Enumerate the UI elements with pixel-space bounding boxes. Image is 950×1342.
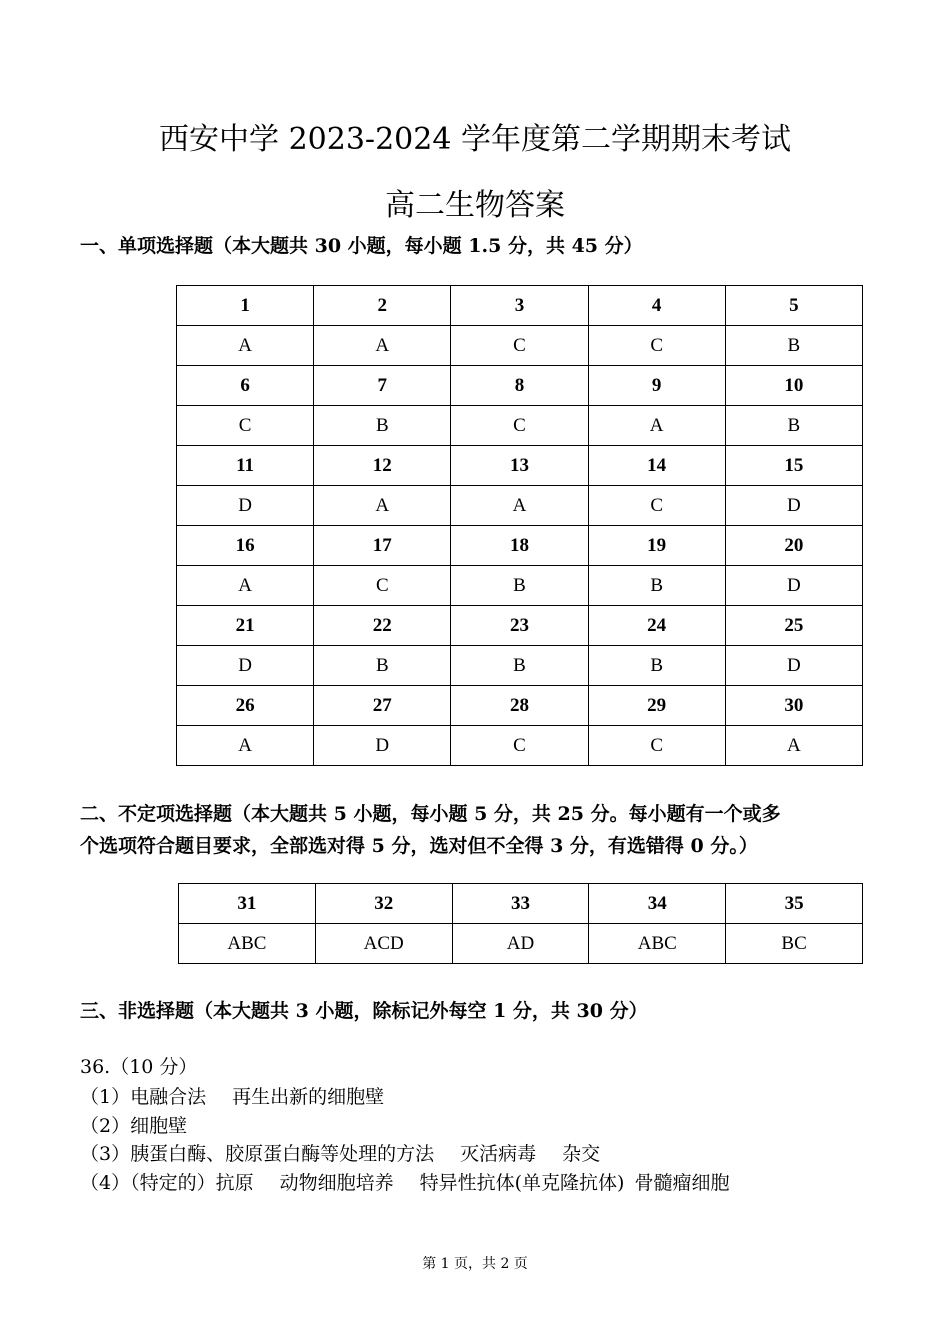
answer-cell: B	[588, 646, 725, 686]
question-number: 25	[725, 606, 862, 646]
answer-text: 特异性抗体(单克隆抗体)	[419, 1172, 625, 1194]
question-number: 7	[314, 366, 451, 406]
answer-cell: A	[314, 486, 451, 526]
answer-cell: A	[725, 726, 862, 766]
answer-cell: B	[725, 406, 862, 446]
answer-cell: C	[451, 326, 588, 366]
section1-heading: 一、单项选择题（本大题共 30 小题，每小题 1.5 分，共 45 分）	[80, 235, 643, 257]
table-row-numbers	[177, 606, 863, 646]
answer-cell: C	[177, 406, 314, 446]
answer-text: （特定的）抗原	[130, 1172, 254, 1194]
question-number: 10	[725, 366, 862, 406]
question-number: 5	[725, 286, 862, 326]
q36-part-2	[80, 1111, 187, 1138]
answer-cell: B	[725, 326, 862, 366]
answer-cell: C	[588, 486, 725, 526]
table-row-answers	[177, 326, 863, 366]
answer-cell: B	[314, 406, 451, 446]
question-number: 33	[452, 884, 589, 924]
table-row-answers	[177, 646, 863, 686]
question-number: 29	[588, 686, 725, 726]
question-number: 15	[725, 446, 862, 486]
page-footer: 第 1 页，共 2 页	[422, 1256, 528, 1272]
table-row-numbers	[177, 446, 863, 486]
answer-cell: B	[451, 646, 588, 686]
answer-cell: A	[588, 406, 725, 446]
table-row-answers	[177, 726, 863, 766]
table-row-numbers	[179, 884, 863, 924]
answer-cell: C	[451, 726, 588, 766]
question-number: 28	[451, 686, 588, 726]
answer-text: 灭活病毒	[460, 1143, 537, 1165]
answer-text: 胰蛋白酶、胶原蛋白酶等处理的方法	[130, 1143, 435, 1165]
answer-cell: ABC	[179, 924, 316, 964]
page-subtitle: 高二生物答案	[385, 188, 565, 223]
q36-part-1	[80, 1082, 384, 1109]
question-number: 3	[451, 286, 588, 326]
table-row-answers	[177, 486, 863, 526]
table-row-numbers	[177, 526, 863, 566]
answer-cell: C	[314, 566, 451, 606]
question-number: 32	[315, 884, 452, 924]
part-label: （4）	[80, 1172, 131, 1194]
question-number: 14	[588, 446, 725, 486]
answer-cell: A	[451, 486, 588, 526]
section2-heading-line1: 二、不定项选择题（本大题共 5 小题，每小题 5 分，共 25 分。每小题有一个或多	[80, 803, 781, 825]
question-number: 35	[726, 884, 863, 924]
answer-cell: C	[588, 726, 725, 766]
question-number: 17	[314, 526, 451, 566]
question-number: 27	[314, 686, 451, 726]
q36-part-3	[80, 1139, 600, 1166]
question-number: 18	[451, 526, 588, 566]
question-number: 21	[177, 606, 314, 646]
question-number: 23	[451, 606, 588, 646]
question-number: 12	[314, 446, 451, 486]
question-number: 19	[588, 526, 725, 566]
part-label: （2）	[80, 1115, 131, 1137]
section3-heading: 三、非选择题（本大题共 3 小题，除标记外每空 1 分，共 30 分）	[80, 1000, 648, 1022]
page-title: 西安中学 2023-2024 学年度第二学期期末考试	[159, 122, 791, 157]
answer-cell: AD	[452, 924, 589, 964]
answer-cell: D	[177, 646, 314, 686]
question-number: 30	[725, 686, 862, 726]
multi-choice-answer-table	[178, 883, 863, 964]
question-number: 4	[588, 286, 725, 326]
answer-cell: D	[177, 486, 314, 526]
answer-cell: C	[451, 406, 588, 446]
question-number: 22	[314, 606, 451, 646]
answer-cell: C	[588, 326, 725, 366]
answer-cell: B	[588, 566, 725, 606]
question-number: 20	[725, 526, 862, 566]
q36-title: 36.（10 分）	[80, 1056, 198, 1078]
answer-cell: B	[314, 646, 451, 686]
question-number: 16	[177, 526, 314, 566]
answer-text: 动物细胞培养	[279, 1172, 394, 1194]
question-number: 8	[451, 366, 588, 406]
answer-cell: D	[725, 566, 862, 606]
answer-cell: D	[725, 486, 862, 526]
answer-cell: B	[451, 566, 588, 606]
answer-cell: A	[314, 326, 451, 366]
q36-part-4	[80, 1168, 729, 1195]
answer-text: 再生出新的细胞壁	[232, 1086, 385, 1108]
answer-text: 细胞壁	[130, 1115, 188, 1137]
answer-cell: ABC	[589, 924, 726, 964]
part-label: （1）	[80, 1086, 131, 1108]
question-number: 9	[588, 366, 725, 406]
answer-cell: A	[177, 726, 314, 766]
section2-heading-line2: 个选项符合题目要求，全部选对得 5 分，选对但不全得 3 分，有选错得 0 分。）	[80, 835, 758, 857]
answer-cell: D	[314, 726, 451, 766]
table-row-numbers	[177, 286, 863, 326]
question-number: 13	[451, 446, 588, 486]
question-number: 26	[177, 686, 314, 726]
question-number: 6	[177, 366, 314, 406]
table-row-answers	[177, 406, 863, 446]
table-row-numbers	[177, 366, 863, 406]
answer-cell: A	[177, 566, 314, 606]
question-number: 2	[314, 286, 451, 326]
question-number: 11	[177, 446, 314, 486]
answer-text: 骨髓瘤细胞	[634, 1172, 730, 1194]
answer-text: 杂交	[562, 1143, 601, 1165]
answer-cell: BC	[726, 924, 863, 964]
single-choice-answer-table	[176, 285, 863, 766]
question-number: 1	[177, 286, 314, 326]
question-number: 31	[179, 884, 316, 924]
part-label: （3）	[80, 1143, 131, 1165]
question-number: 24	[588, 606, 725, 646]
answer-cell: D	[725, 646, 862, 686]
table-row-answers	[179, 924, 863, 964]
table-row-answers	[177, 566, 863, 606]
table-row-numbers	[177, 686, 863, 726]
answer-text: 电融合法	[130, 1086, 207, 1108]
answer-cell: ACD	[315, 924, 452, 964]
answer-cell: A	[177, 326, 314, 366]
question-number: 34	[589, 884, 726, 924]
